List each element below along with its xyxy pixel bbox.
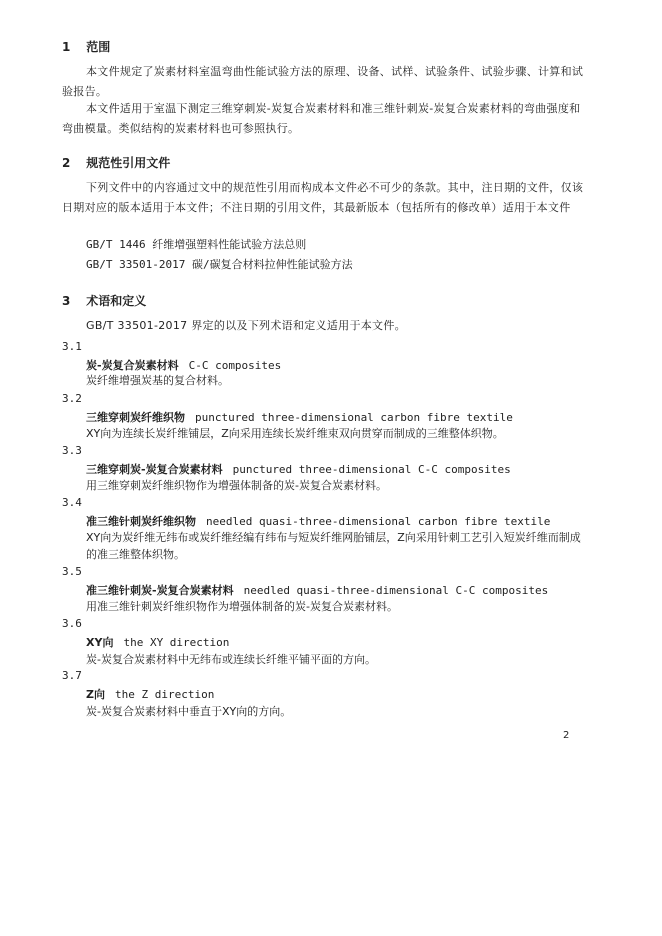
section-title: 范围 xyxy=(86,40,111,54)
term-title xyxy=(86,513,550,529)
term-number: 3.4 xyxy=(62,496,82,509)
term-title xyxy=(86,634,229,650)
section-1-paragraph-2: 本文件适用于室温下测定三维穿刺炭-炭复合炭素材料和准三维针刺炭-炭复合炭素材料的弯曲强度和弯曲模量。类似结构的炭素材料也可参照执行。 xyxy=(62,102,581,135)
term-zh: 准三维针刺炭纤维织物 xyxy=(86,515,196,528)
term-number: 3.3 xyxy=(62,444,82,457)
section-number: 3 xyxy=(62,294,71,308)
section-2-paragraph-1: 下列文件中的内容通过文中的规范性引用而构成本文件必不可少的条款。其中，注日期的文件，仅该日期对应的版本适用于本文件；不注日期的引用文件，其最新版本（包括所有的修改单）适用于本文件 xyxy=(62,181,584,214)
term-definition: 用准三维针刺炭纤维织物作为增强体制备的炭-炭复合炭素材料。 xyxy=(86,600,398,613)
term-number: 3.1 xyxy=(62,340,82,353)
term-number: 3.2 xyxy=(62,392,82,405)
term-definition: 炭-炭复合炭素材料中无纬布或连续长纤维平铺平面的方向。 xyxy=(86,653,376,666)
term-number: 3.6 xyxy=(62,617,82,630)
term-title xyxy=(86,409,513,425)
term-number: 3.7 xyxy=(62,669,82,682)
term-definition: 炭纤维增强炭基的复合材料。 xyxy=(86,374,229,387)
normative-reference-1: GB/T 1446 纤维增强塑料性能试验方法总则 xyxy=(86,238,307,251)
term-title xyxy=(86,461,511,477)
term-definition: XY向为炭纤维无纬布或炭纤维经编有纬布与短炭纤维网胎铺层，Z向采用针刺工艺引入短炭纤维而制成的准三维整体织物。 xyxy=(86,531,581,561)
term-title xyxy=(86,357,281,373)
normative-reference-2: GB/T 33501-2017 碳/碳复合材料拉伸性能试验方法 xyxy=(86,258,353,271)
term-en: the XY direction xyxy=(123,636,230,649)
term-en: the Z direction xyxy=(114,688,215,701)
term-zh: 三维穿刺炭纤维织物 xyxy=(86,411,185,424)
section-1-paragraph-1: 本文件规定了炭素材料室温弯曲性能试验方法的原理、设备、试样、试验条件、试验步骤、计算和试验报告。 xyxy=(62,65,584,98)
term-title xyxy=(86,686,214,702)
section-number: 1 xyxy=(62,40,71,54)
term-number: 3.5 xyxy=(62,565,82,578)
term-en: punctured three-dimensional carbon fibre textile xyxy=(195,411,513,424)
term-definition: 用三维穿刺炭纤维织物作为增强体制备的炭-炭复合炭素材料。 xyxy=(86,479,387,492)
term-en: needled quasi-three-dimensional C-C composites xyxy=(243,584,549,597)
term-definition: XY向为连续长炭纤维铺层，Z向采用连续长炭纤维束双向贯穿而制成的三维整体织物。 xyxy=(86,427,504,440)
section-1-heading xyxy=(62,38,110,55)
term-zh: 炭-炭复合炭素材料 xyxy=(86,359,179,372)
section-3-heading xyxy=(62,292,146,309)
page-number: 2 xyxy=(563,730,570,741)
term-en: needled quasi-three-dimensional carbon fibre textile xyxy=(206,515,551,528)
term-zh: 三维穿刺炭-炭复合炭素材料 xyxy=(86,463,223,476)
section-title: 术语和定义 xyxy=(86,294,147,308)
term-zh: 准三维针刺炭-炭复合炭素材料 xyxy=(86,584,234,597)
section-title: 规范性引用文件 xyxy=(86,156,171,170)
term-en: C-C composites xyxy=(188,359,282,372)
term-zh: XY向 xyxy=(86,636,114,649)
term-zh: Z向 xyxy=(86,688,105,701)
section-3-paragraph-1: GB/T 33501-2017 界定的以及下列术语和定义适用于本文件。 xyxy=(86,319,406,332)
term-definition: 炭-炭复合炭素材料中垂直于XY向的方向。 xyxy=(86,705,292,718)
term-title xyxy=(86,582,548,598)
section-2-heading xyxy=(62,154,170,171)
section-number: 2 xyxy=(62,156,71,170)
term-en: punctured three-dimensional C-C composites xyxy=(232,463,511,476)
